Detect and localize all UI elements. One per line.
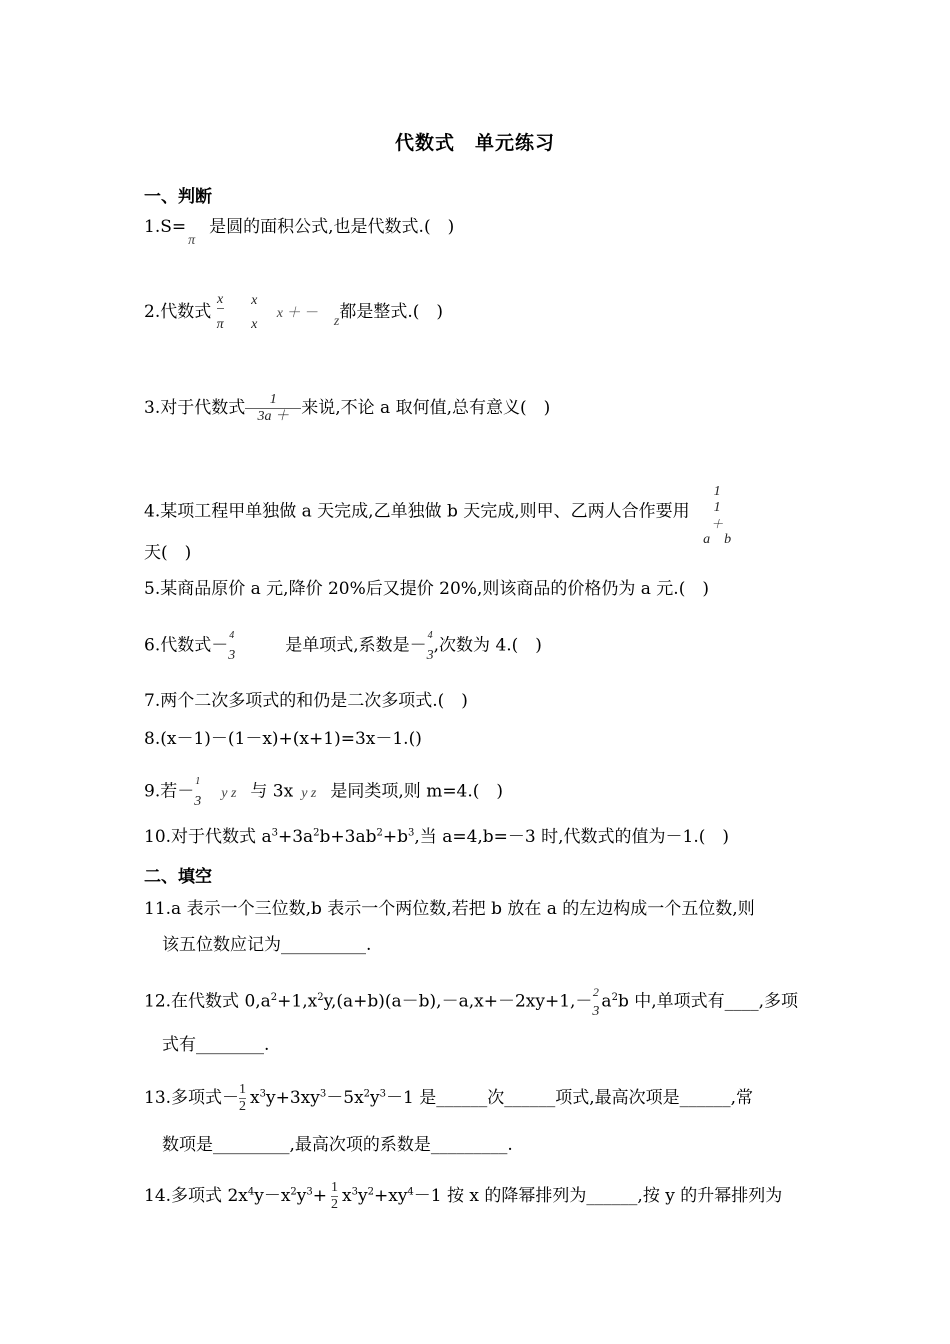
question-14: 14.多项式 $2x^4y-x^2y^3+$ $\frac{1}{2}$ $x^3y^2+xy^4-1$ 按 x 的降幂排列为______,按 y 的升幂排列为: [144, 1180, 783, 1212]
question-12: 12.在代数式 $0,a^2+1,x^2y,(a+b)(a-b),-a,x+-2xy+1,-$ 2 3 $a^2b$ 中,单项式有____,多项: [144, 985, 799, 1019]
question-8: 8.(x－1)－(1－x)+(x+1)=3x－1.(): [144, 729, 422, 749]
question-13-line-2: 数项是_________,最高次项的系数是_________.: [162, 1135, 513, 1155]
fraction: 4 3: [228, 630, 236, 663]
page-title: 代数式 单元练习: [394, 132, 555, 154]
question-4-tail: 天( ): [144, 543, 192, 563]
question-9: 9.若－ 1 3 y z 与 3x y z 是同类项,则 m=4.( ): [144, 776, 504, 809]
question-4: 4.某项工程甲单独做 a 天完成,乙单独做 b 天完成,则甲、乙两人合作要用 1 1 ＋ a b: [144, 480, 739, 544]
fraction: $\frac{1}{3a +}$: [245, 392, 301, 425]
question-13: 13.多项式－ $\frac{1}{2}$ $x^3y+3xy^3-5x^2y^3-1$ 是______次______项式,最高次项是______,常: [144, 1082, 754, 1114]
fraction: $\frac{1}{2}$: [331, 1180, 339, 1212]
question-1: $1.S=_\pi$是圆的面积公式,也是代数式.( ): [144, 217, 455, 248]
question-7: 7.两个二次多项式的和仍是二次多项式.( ): [144, 691, 468, 711]
section-fill-heading: 二、填空: [144, 867, 212, 887]
question-5: 5.某商品原价 a 元,降价 20%后又提价 20%,则该商品的价格仍为 a 元.( ): [144, 579, 709, 599]
question-11-line-2: 该五位数应记为__________.: [162, 935, 372, 955]
question-12-line-2: 式有________.: [162, 1035, 270, 1055]
compound-fraction: 1 1 ＋ a b: [703, 484, 732, 547]
fraction: 4 3: [426, 630, 434, 663]
fraction: $\frac{x}{\pi}$: [216, 292, 224, 332]
question-11-line-1: 11.a 表示一个三位数,b 表示一个两位数,若把 b 放在 a 的左边构成一个五位数,则: [144, 899, 755, 919]
fraction: 2 3: [592, 985, 600, 1019]
fraction: 1 3: [194, 776, 202, 809]
section-judge-heading: 一、判断: [144, 187, 212, 207]
question-2: 2.代数式 $\frac{x}{\pi}$ x x $x + -_z$都是整式.( ): [144, 292, 444, 332]
question-6: 6.代数式－ 4 3 是单项式,系数是－ 4 3 ,次数为 4.( ): [144, 630, 542, 663]
question-3: 3.对于代数式 $\frac{1}{3a +}$ 来说,不论 a 取何值,总有意义( ): [144, 392, 551, 424]
fraction: x x: [251, 292, 258, 332]
question-10: 10.对于代数式 $a^3+3a^2b+3ab^2+b^3$,当 a=4,b=－3 时,代数式的值为－1.( ): [144, 827, 730, 847]
fraction: $\frac{1}{2}$: [239, 1082, 247, 1114]
